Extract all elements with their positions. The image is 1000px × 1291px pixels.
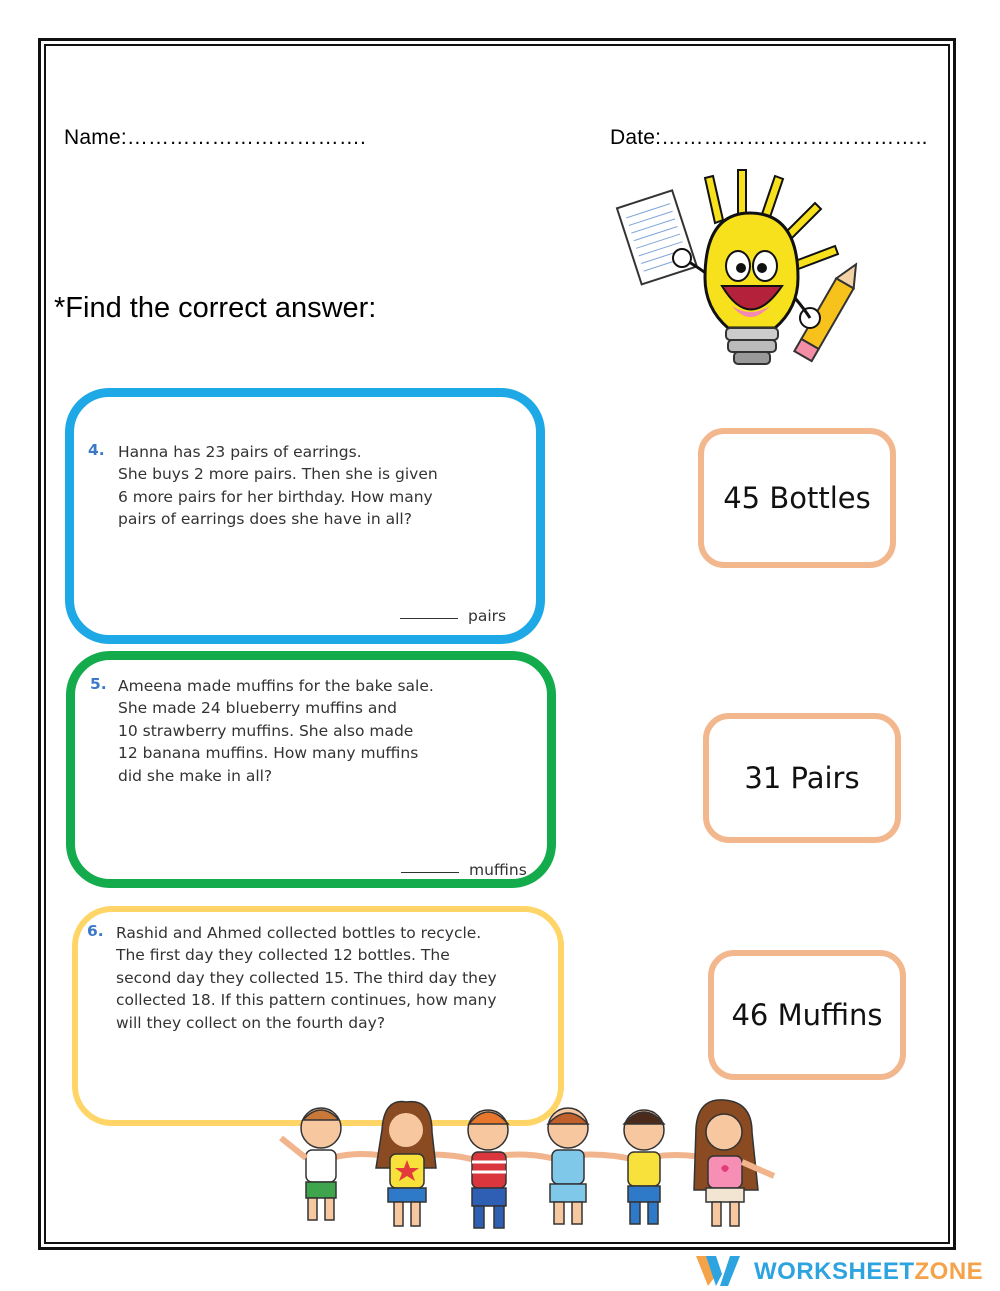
name-field-label: Name:……………………………. bbox=[64, 126, 367, 149]
question-card-6 bbox=[72, 906, 564, 1126]
question-line: second day they collected 15. The third day they bbox=[116, 968, 497, 987]
question-line: Rashid and Ahmed collected bottles to recycle. bbox=[116, 924, 482, 942]
brand-part-2: ZONE bbox=[914, 1258, 984, 1285]
answer-choice-card[interactable]: 31 Pairs bbox=[703, 713, 901, 843]
answer-blank-line bbox=[401, 872, 459, 873]
question-line: collected 18. If this pattern continues, how many bbox=[116, 991, 497, 1010]
answer-blank[interactable] bbox=[400, 607, 506, 625]
question-line: Ameena made muffins for the bake sale. bbox=[118, 677, 434, 695]
worksheetzone-brand-text bbox=[754, 1258, 983, 1286]
question-line: pairs of earrings does she have in all? bbox=[118, 510, 412, 529]
question-text bbox=[118, 675, 434, 787]
question-number: 4. bbox=[88, 441, 105, 459]
question-line: 12 banana muffins. How many muffins bbox=[118, 744, 419, 763]
worksheetzone-logo-icon bbox=[696, 1256, 740, 1286]
brand-part-1: WORKSHEET bbox=[754, 1258, 915, 1285]
question-line: will they collect on the fourth day? bbox=[116, 1013, 386, 1032]
children-holding-hands-illustration bbox=[276, 1098, 786, 1238]
lightbulb-mascot-illustration bbox=[610, 168, 870, 383]
question-card-5 bbox=[66, 651, 556, 888]
date-field-label: Date:……………………………….. bbox=[610, 126, 928, 149]
question-line: The first day they collected 12 bottles. The bbox=[116, 946, 450, 965]
instruction-heading: *Find the correct answer: bbox=[54, 292, 377, 324]
answer-choice-card[interactable]: 46 Muffins bbox=[708, 950, 906, 1080]
question-line: She made 24 blueberry muffins and bbox=[118, 699, 398, 718]
question-card-4 bbox=[65, 388, 545, 644]
answer-unit: pairs bbox=[468, 607, 507, 625]
question-line: did she make in all? bbox=[118, 766, 273, 785]
answer-choice-card[interactable]: 45 Bottles bbox=[698, 428, 896, 568]
question-line: Hanna has 23 pairs of earrings. bbox=[118, 443, 362, 461]
answer-blank-line bbox=[400, 618, 458, 619]
question-number: 5. bbox=[90, 675, 107, 693]
question-line: She buys 2 more pairs. Then she is given bbox=[118, 465, 438, 484]
question-line: 6 more pairs for her birthday. How many bbox=[118, 487, 433, 506]
answer-blank[interactable] bbox=[401, 861, 527, 879]
question-line: 10 strawberry muffins. She also made bbox=[118, 721, 414, 740]
question-text bbox=[116, 922, 497, 1034]
question-text bbox=[118, 441, 438, 531]
question-number: 6. bbox=[87, 922, 104, 940]
answer-unit: muffins bbox=[469, 861, 527, 879]
